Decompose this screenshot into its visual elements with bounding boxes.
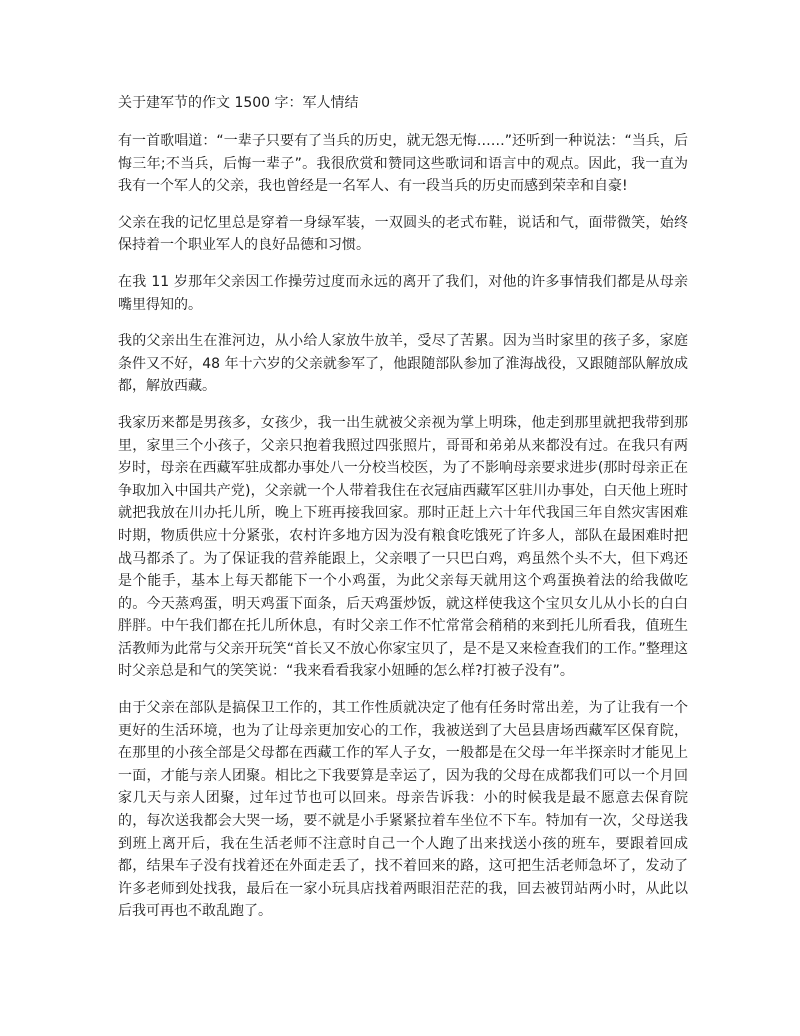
paragraph: 有一首歌唱道：“一辈子只要有了当兵的历史，就无怨无悔……”还听到一种说法：“当兵，后悔三年;不当兵，后悔一辈子”。我很欣赏和赞同这些歌词和语言中的观点。因此，我一直为我有一个军人的父亲，我也曾经是一名军人、有一段当兵的历史而感到荣幸和自豪! <box>118 133 688 195</box>
document-title: 关于建军节的作文 1500 字：军人情结 <box>118 95 359 111</box>
paragraph: 我家历来都是男孩多，女孩少，我一出生就被父亲视为掌上明珠，他走到那里就把我带到那里，家里三个小孩子，父亲只抱着我照过四张照片，哥哥和弟弟从来都没有过。在我只有两岁时，母亲在西藏军驻成都办事处八一分校当校医，为了不影响母亲要求进步(那时母亲正在争取加入中国共产党)，父亲就一个人带着我住在衣冠庙西藏军区驻川办事处，白天他上班时就把我放在川办托儿所，晚上下班再接我回家。那时正赶上六十年代我国三年自然灾害困难时期，物质供应十分紧张，农村许多地方因为没有粮食吃饿死了许多人，部队在最困难时把战马都杀了。为了保证我的营养能跟上，父亲喂了一只巴白鸡，鸡虽然个头不大，但下鸡还是个能手，基本上每天都能下一个小鸡蛋，为此父亲每天就用这个鸡蛋换着法的给我做吃的。今天蒸鸡蛋，明天鸡蛋下面条，后天鸡蛋炒饭，就这样使我这个宝贝女儿从小长的白白胖胖。中午我们都在托儿所休息，有时父亲工作不忙常常会稍稍的来到托儿所看我，值班生活教师为此常与父亲开玩笑“首长又不放心你家宝贝了，是不是又来检查我们的工作。”整理这时父亲总是和气的笑笑说：“我来看看我家小妞睡的怎么样?打被子没有”。 <box>118 414 688 680</box>
paragraph: 在我 11 岁那年父亲因工作操劳过度而永远的离开了我们，对他的许多事情我们都是从母亲嘴里得知的。 <box>118 273 688 313</box>
paragraph: 父亲在我的记忆里总是穿着一身绿军装，一双圆头的老式布鞋，说话和气，面带微笑，始终保持着一个职业军人的良好品德和习惯。 <box>118 214 688 254</box>
paragraph: 我的父亲出生在淮河边，从小给人家放牛放羊，受尽了苦累。因为当时家里的孩子多，家庭条件又不好，48 年十六岁的父亲就参军了，他跟随部队参加了淮海战役，又跟随部队解放成都，解放西藏。 <box>118 333 688 395</box>
paragraph: 由于父亲在部队是搞保卫工作的，其工作性质就决定了他有任务时常出差，为了让我有一个更好的生活环境，也为了让母亲更加安心的工作，我被送到了大邑县唐场西藏军区保育院，在那里的小孩全部是父母都在西藏工作的军人子女，一般都是在父母一年半探亲时才能见上一面，才能与亲人团聚。相比之下我要算是幸运了，因为我的父母在成都我们可以一个月回家几天与亲人团聚，过年过节也可以回来。母亲告诉我：小的时候我是最不愿意去保育院的，每次送我都会大哭一场，要不就是小手紧紧拉着车坐位不下车。特加有一次，父母送我到班上离开后，我在生活老师不注意时自己一个人跑了出来找送小孩的班车，要跟着回成都，结果车子没有找着还在外面走丢了，找不着回来的路，这可把生活老师急坏了，发动了许多老师到处找我，最后在一家小玩具店找着两眼泪茫茫的我，回去被罚站两小时，从此以后我可再也不敢乱跑了。 <box>118 700 688 920</box>
document-page <box>118 93 688 937</box>
